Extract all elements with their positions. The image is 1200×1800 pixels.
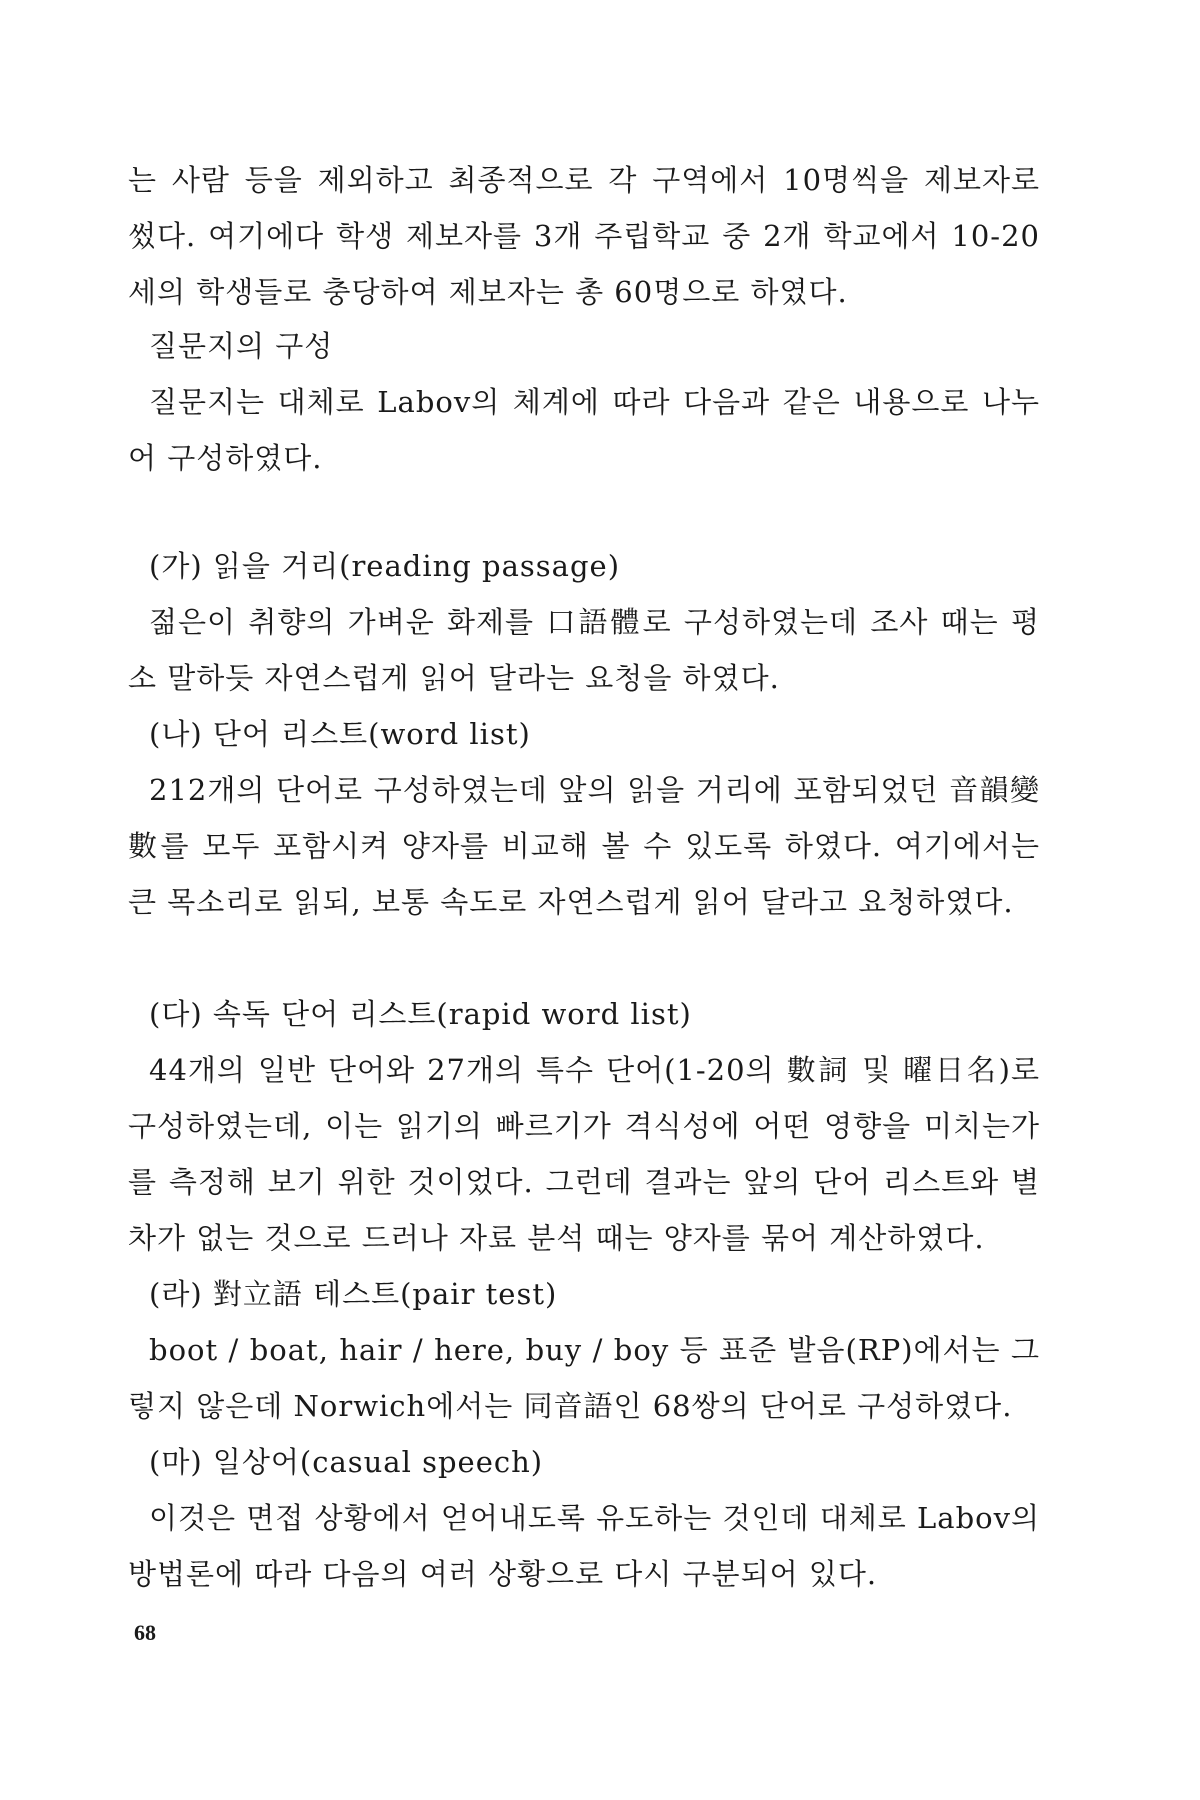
item-heading-pair-test: (라) 對立語 테스트(pair test) [149, 1277, 558, 1311]
item-heading-casual-speech: (마) 일상어(casual speech) [149, 1445, 544, 1479]
item-body-word-list: 212개의 단어로 구성하였는데 앞의 읽을 거리에 포함되었던 音韻變數를 모두 포함시켜 양자를 비교해 볼 수 있도록 하였다. 여기에서는 큰 목소리로 읽되, 보통 속도로 자연스럽게 읽어 달라고 요청하였다. [128, 773, 1040, 919]
section-title: 질문지의 구성 [149, 329, 334, 363]
item-heading-reading-passage: (가) 읽을 거리(reading passage) [149, 549, 621, 583]
item-body-casual-speech: 이것은 면접 상황에서 얻어내도록 유도하는 것인데 대체로 Labov의 방법론에 따라 다음의 여러 상황으로 다시 구분되어 있다. [128, 1501, 1040, 1591]
item-body-rapid-word-list: 44개의 일반 단어와 27개의 특수 단어(1-20의 數詞 및 曜日名)로 구성하였는데, 이는 읽기의 빠르기가 격식성에 어떤 영향을 미치는가를 측정해 보기 위한 것이었다. 그런데 결과는 앞의 단어 리스트와 별 차가 없는 것으로 드러나 자료 분석 때는 양자를 묶어 계산하였다. [128, 1053, 1040, 1255]
item-body-reading-passage: 젊은이 취향의 가벼운 화제를 口語體로 구성하였는데 조사 때는 평소 말하듯 자연스럽게 읽어 달라는 요청을 하였다. [128, 605, 1040, 695]
intro-paragraph: 는 사람 등을 제외하고 최종적으로 각 구역에서 10명씩을 제보자로 썼다. 여기에다 학생 제보자를 3개 주립학교 중 2개 학교에서 10-20세의 학생들로 충당하여 제보자는 총 60명으로 하였다. [128, 163, 1040, 309]
page-number: 68 [134, 1620, 156, 1645]
item-heading-word-list: (나) 단어 리스트(word list) [149, 717, 531, 751]
item-heading-rapid-word-list: (다) 속독 단어 리스트(rapid word list) [149, 997, 692, 1031]
item-body-pair-test: boot / boat, hair / here, buy / boy 등 표준 발음(RP)에서는 그렇지 않은데 Norwich에서는 同音語인 68쌍의 단어로 구성하였다. [128, 1333, 1040, 1423]
section-intro-paragraph: 질문지는 대체로 Labov의 체계에 따라 다음과 같은 내용으로 나누어 구성하였다. [128, 385, 1040, 475]
